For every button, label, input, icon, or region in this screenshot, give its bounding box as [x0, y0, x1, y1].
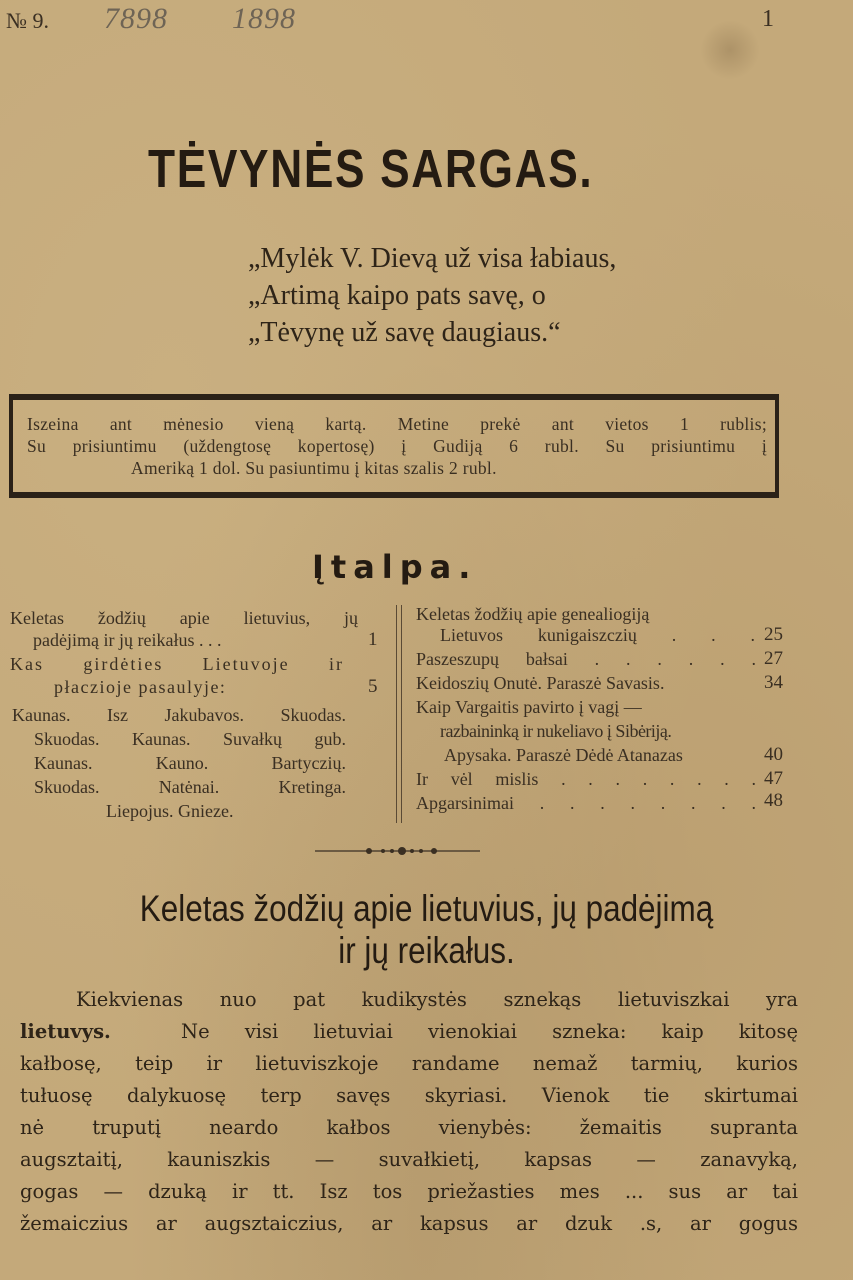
article-line: tułuosę dalykuosę terp savęs skyriasi. Vienok tie skirtumai [20, 1084, 798, 1107]
contents-entry: Keletas žodžių apie lietuvius, jų [10, 608, 358, 628]
subscription-line: Ameriką 1 dol. Su pasiuntimu į kitas szalis 2 rubl. [131, 458, 497, 478]
contents-entry: Kas girdėties Lietuvoje ir [10, 654, 344, 674]
article-line [20, 1020, 798, 1043]
contents-page-number: 48 [764, 790, 783, 811]
ornament-dot [419, 849, 423, 853]
contents-entry: Kaip Vargaitis pavirto į vagį — [416, 697, 642, 717]
contents-entry: Kaunas. Kauno. Bartyczių. [34, 753, 346, 773]
article-title-continued: ir jų reikałus. [338, 930, 515, 971]
ornament-dot [381, 849, 385, 853]
motto-line: „Mylėk V. Dievą už visa łabiaus, [248, 243, 617, 274]
contents-entry: Apgarsinimai . . . . . . . . [416, 793, 756, 813]
article-line-text: Ne visi lietuviai vienokiai szneka: kaip kitosę [181, 1020, 798, 1043]
contents-page-number: 5 [368, 676, 378, 697]
contents-page-number: 25 [764, 624, 783, 645]
contents-entry: Liepojus. Gnieze. [106, 801, 234, 821]
contents-entry: Keidoszių Onutė. Paraszė Savasis. [416, 673, 665, 693]
contents-page-number: 47 [764, 768, 783, 789]
article-title: Keletas žodžių apie lietuvius, jų padėjimą [139, 888, 714, 929]
contents-entry: Keletas žodžių apie genealiogiją [416, 604, 650, 624]
article-line: nė truputį neardo kałbos vienybės: žemaitis supranta [20, 1116, 798, 1139]
subscription-line: Su prisiuntimu (uždengtosę kopertosę) į Gudiją 6 rubl. Su prisiuntimu į [27, 436, 767, 456]
ornamental-divider [315, 850, 480, 852]
article-line: kałbosę, teip ir lietuviszkoje randame nemaž tarmių, kurios [20, 1052, 798, 1075]
column-divider [401, 605, 402, 823]
ornament-dot [410, 849, 414, 853]
emphasized-word: lietuvys. [20, 1020, 111, 1043]
contents-page-number: 34 [764, 672, 783, 693]
article-line: augsztaitį, kauniszkis — suvałkietį, kapsas — zanavyką, [20, 1148, 798, 1171]
subscription-info-box [9, 394, 779, 498]
contents-entry: płaczioje pasaulyje: [54, 677, 227, 697]
contents-entry: Ir vėl mislis . . . . . . . . [416, 769, 756, 789]
handwritten-year-annotation-2: 1898 [232, 2, 296, 35]
subscription-line: Iszeina ant mėnesio vieną kartą. Metine prekė ant vietos 1 rublis; [27, 414, 767, 434]
contents-entry: padėjimą ir jų reikałus . . . [33, 630, 222, 650]
motto-line: „Artimą kaipo pats savę, o [248, 280, 546, 311]
article-line: Kiekvienas nuo pat kudikystės sznekąs lietuviszkai yra [76, 988, 798, 1011]
motto-line: „Tėvynę už savę daugiaus.“ [248, 317, 561, 348]
ornament-dot [390, 849, 394, 853]
contents-entry: Skuodas. Kaunas. Suvałkų gub. [34, 729, 346, 749]
column-divider [396, 605, 397, 823]
article-line: žemaiczius ar augsztaiczius, ar kapsus ar dzuk .s, ar gogus [20, 1212, 798, 1235]
article-line: gogas — dzuką ir tt. Isz tos priežasties mes ... sus ar tai [20, 1180, 798, 1203]
paper-stain [700, 20, 760, 80]
ornament-dot [431, 848, 437, 854]
newspaper-title: TĖVYNĖS SARGAS. [148, 139, 594, 199]
handwritten-year-annotation: 7898 [104, 2, 168, 35]
issue-number: № 9. [6, 8, 49, 33]
contents-entry: Paszeszupų bałsai . . . . . . [416, 649, 756, 669]
contents-entry: Apysaka. Paraszė Dėdė Atanazas [444, 745, 683, 765]
ornament-dot [366, 848, 372, 854]
contents-entry: Kaunas. Isz Jakubavos. Skuodas. [12, 705, 346, 725]
contents-entry: razbaininką ir nukeliavo į Sibėriją. [440, 721, 672, 741]
page-number: 1 [762, 6, 774, 32]
motto [248, 240, 616, 351]
contents-entry: Skuodas. Natėnai. Kretinga. [34, 777, 346, 797]
contents-entry: Lietuvos kunigaiszczių . . . [440, 625, 755, 645]
contents-page-number: 40 [764, 744, 783, 765]
contents-page-number: 1 [368, 629, 378, 650]
contents-page-number: 27 [764, 648, 783, 669]
ornament-dot [398, 847, 406, 855]
contents-heading: Įtalpa. [312, 548, 478, 586]
